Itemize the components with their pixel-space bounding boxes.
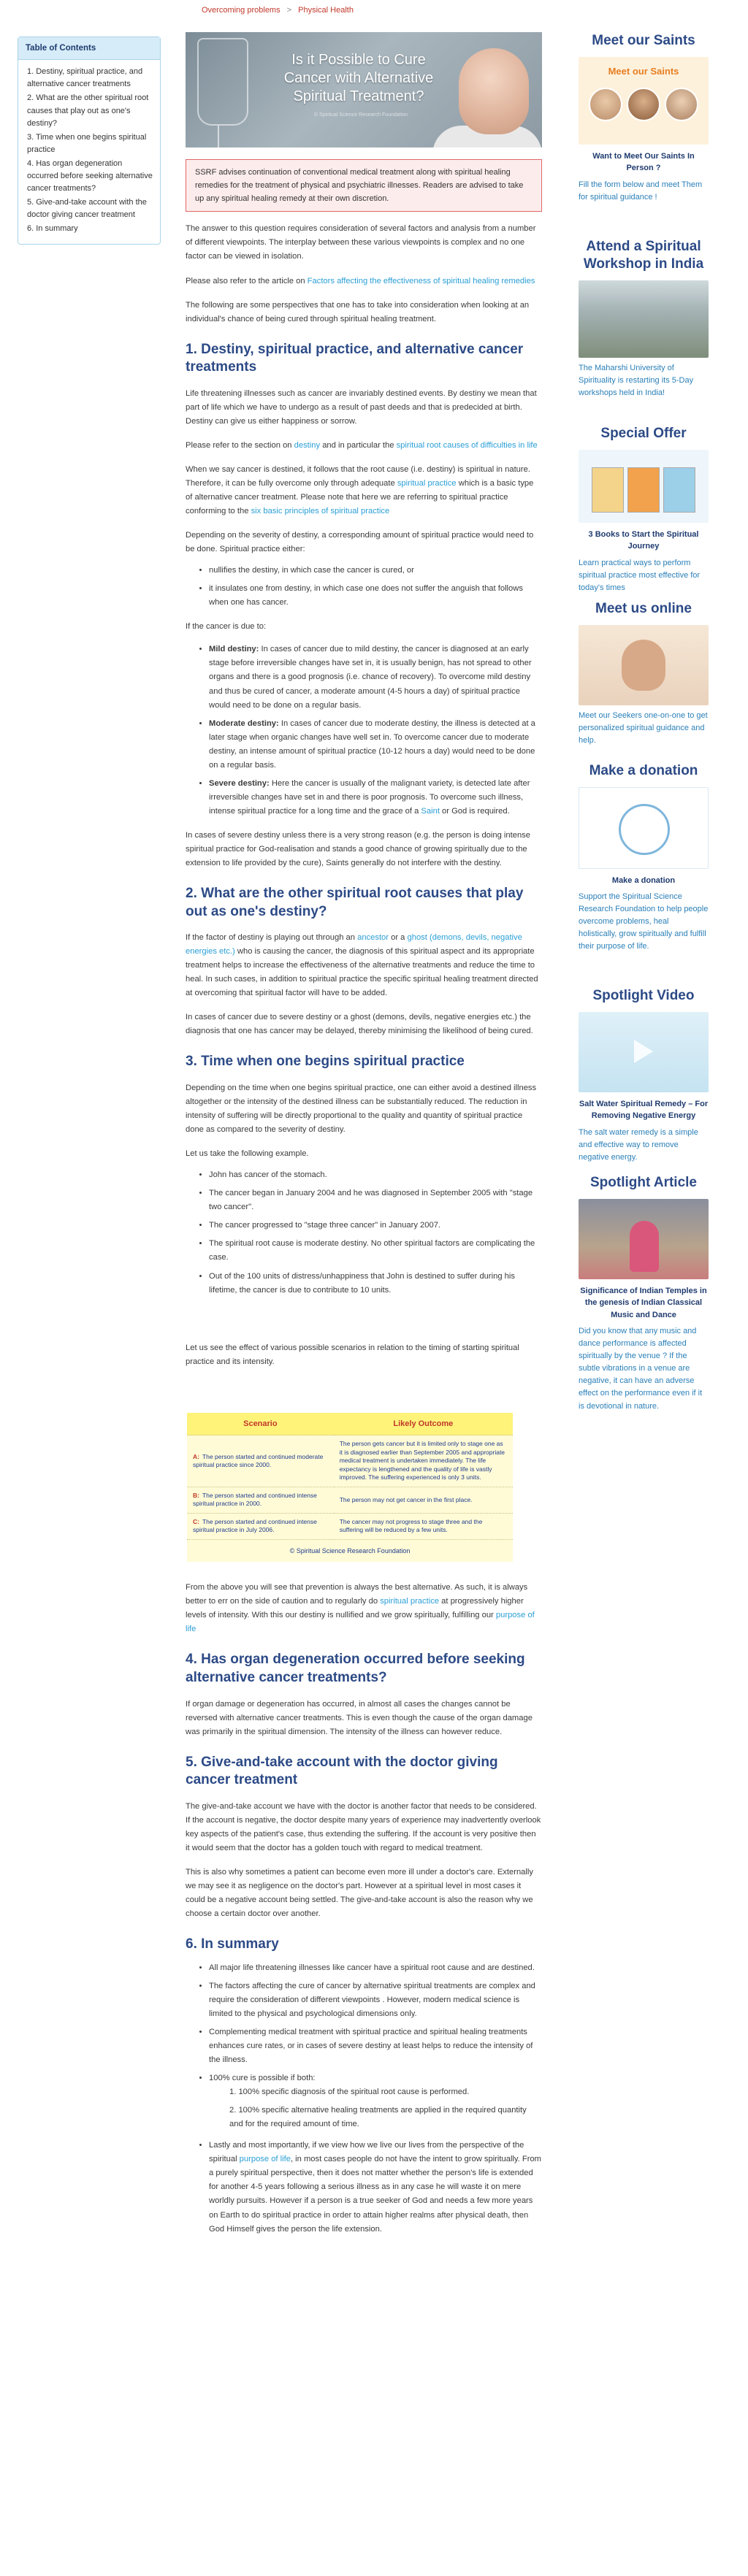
- table-header-row: [187, 1413, 513, 1435]
- list-item: • The factors affecting the cure of cancer by alternative spiritual treatments are complex and require the consideration of different viewpoints . However, modern medical science is limited to the physical and psychological dimensions only.: [209, 1979, 542, 2021]
- intro-paragraph-1: The answer to this question requires consideration of several factors and analysis from a number of different viewpoints. The interplay between these various viewpoints is complex and no one factor can be viewed in isolation.: [186, 224, 536, 261]
- s1-p3-mid: which is a basic type of alternative cancer treatment. Please note that here we are referring to spiritual practice conforming to the: [186, 479, 534, 516]
- iv-drip-shape: [197, 38, 248, 126]
- sidebar-workshop: [579, 238, 709, 399]
- list-item: • Out of the 100 units of distress/unhappiness that John is destined to suffer during his lifetime, the cancer is due to contribute to 10 units.: [209, 1270, 542, 1297]
- list-item: • The cancer began in January 2004 and he was diagnosed in September 2005 with "stage two cancer".: [209, 1187, 542, 1214]
- list-item: • Complementing medical treatment with spiritual practice and spiritual healing treatments enhances cure rates, or in cases of severe destiny at least helps to reduce the intensity of the illness.: [209, 2025, 542, 2067]
- donation-heading[interactable]: Make a donation: [589, 763, 698, 778]
- intro-p2-text: Please also refer to the article on: [186, 276, 308, 285]
- scenario-table-figure: [187, 1413, 513, 1562]
- toc-item-1[interactable]: 1. Destiny, spiritual practice, and alternative cancer treatments: [27, 67, 143, 89]
- hero-watermark: © Spiritual Science Research Foundation: [313, 112, 408, 118]
- ancestor-link[interactable]: ancestor: [357, 933, 389, 943]
- sidebar-article: [579, 1174, 709, 1413]
- scenario-label: C:: [193, 1517, 199, 1525]
- iv-line-shape: [218, 126, 219, 147]
- list-item: [209, 2139, 542, 2236]
- outcome-cell: The person gets cancer but it is limited only to stage one as it is diagnosed earlier than September 2005 and appropriate medical treatment is undertaken immediately. The life expectancy is lengthened and the quality of life is vastly improved. The suffering experienced is only 3 units.: [334, 1435, 513, 1487]
- summary-list: [186, 1961, 542, 2236]
- table-row: [187, 1435, 513, 1487]
- list-item: [209, 2071, 542, 2131]
- moderate-label: Moderate destiny:: [209, 718, 279, 728]
- john-example-list: [186, 1168, 542, 1297]
- s1-paragraph-2: [186, 439, 542, 453]
- donation-image[interactable]: [579, 787, 709, 869]
- intro-paragraph-2: [186, 275, 542, 288]
- list-item: 1. 100% specific diagnosis of the spiritual root cause is performed.: [229, 2088, 470, 2097]
- s1-paragraph-1: Life threatening illnesses such as cancer are invariably destined events. By destiny we mean that part of life which we have to undergo as a result of past deeds and that is predecided at birth. Destiny can give us either happiness or sorrow.: [186, 388, 537, 426]
- purpose-of-life-link[interactable]: purpose of life: [186, 1611, 535, 1634]
- spiritual-practice-link-2[interactable]: spiritual practice: [380, 1597, 440, 1606]
- s1-paragraph-4: Depending on the severity of destiny, a corresponding amount of spiritual practice would need to be done. Spiritual practice either:: [186, 531, 534, 554]
- section-2-heading: 2. What are the other spiritual root causes that play out as one's destiny?: [186, 885, 524, 919]
- s4-paragraph-1: If organ damage or degeneration has occurred, in almost all cases the changes cannot be reversed with alternative cancer treatments. This is even though the cause of the organ damage was primarily in the spiritual dimension. The intensity of the illness can however reduce.: [186, 1699, 533, 1736]
- sidebar-saints: [579, 32, 709, 204]
- saint-link[interactable]: Saint: [421, 806, 440, 816]
- offer-caption[interactable]: 3 Books to Start the Spiritual Journey: [588, 529, 699, 551]
- book-cover-icon: [663, 467, 695, 513]
- s2-p1-end: who is causing the cancer, the diagnosis of this spiritual aspect and its appropriate treatment helps to increase the effectiveness of the alternative treatments and reduce the time to heal. In such cases, in addition to spiritual practice the specific spiritual healing treatment directed at overcoming that spiritual factor will have to be added.: [186, 947, 538, 998]
- hero-title: Is it Possible to Cure Cancer with Alternative Spiritual Treatment?: [283, 52, 434, 104]
- table-row: [187, 1487, 513, 1513]
- toc-title: Table of Contents: [18, 37, 160, 60]
- books-image[interactable]: [579, 450, 709, 523]
- moderate-destiny-item: [209, 717, 542, 773]
- destiny-link[interactable]: destiny: [294, 441, 321, 451]
- saint-portrait-icon: [627, 88, 660, 121]
- after-table-mid: at progressively higher levels of intensity. With this our destiny is nullified and we grow spiritually, fulfilling our: [186, 1597, 524, 1620]
- scenario-text: The person started and continued intense spiritual practice in 2000.: [193, 1491, 317, 1508]
- severe-text-end: or God is required.: [439, 806, 510, 816]
- section-6-heading: 6. In summary: [186, 1936, 279, 1952]
- scenario-cell: [187, 1487, 334, 1513]
- scenario-cell: [187, 1513, 334, 1538]
- after-table-text: From the above you will see that prevention is always the best alternative. As such, it is always better to err on the side of caution and to regularly do: [186, 1583, 528, 1606]
- scenario-text: The person started and continued moderate spiritual practice since 2000.: [193, 1452, 324, 1469]
- mild-destiny-item: [209, 643, 542, 712]
- section-3-heading: 3. Time when one begins spiritual practice: [186, 1054, 465, 1070]
- toc-item-2[interactable]: 2. What are the other spiritual root causes that play out as one's destiny?: [27, 93, 149, 128]
- article-main: [186, 32, 542, 2241]
- hero-image: [186, 32, 542, 147]
- book-cover-icon: [627, 467, 660, 513]
- s5-paragraph-2: This is also why sometimes a patient can become even more ill under a doctor's care. Externally we may see it as negligence on the doctor's part. However at a spiritual level in most cases it could be a negative account being settled. The give-and-take account is also the reason why we choose a certain doctor over another.: [186, 1868, 533, 1919]
- video-description: The salt water remedy is a simple and effective way to remove negative energy.: [579, 1127, 698, 1162]
- scenario-label: B:: [193, 1491, 199, 1499]
- sidebar-donation: [579, 762, 709, 953]
- offer-description: Learn practical ways to perform spiritual practice most effective for today's times: [579, 558, 701, 592]
- table-header-outcome: Likely Outcome: [334, 1413, 513, 1435]
- s2-p1-mid: or a: [389, 933, 408, 943]
- mild-text: In cases of cancer due to mild destiny, the cancer is diagnosed at an early stage before irreversible changes have set in, it is usually benign, has not spread to other organs and there is a good prognosis (i.e. chance of recovery). To overcome mild destiny and thus be cured of cancer, a moderate amount (4-5 hours a day) of spiritual practice would need to be done on a regular basis.: [209, 645, 532, 710]
- breadcrumb-current-link[interactable]: Physical Health: [298, 6, 354, 15]
- scenario-text: The person started and continued intense spiritual practice in July 2006.: [193, 1517, 317, 1534]
- section-5-heading: 5. Give-and-take account with the doctor giving cancer treatment: [186, 1754, 498, 1788]
- toc-item-5[interactable]: 5. Give-and-take account with the doctor giving cancer treatment: [27, 197, 147, 219]
- medical-disclaimer: SSRF advises continuation of conventional medical treatment along with spiritual healing remedies for the treatment of physical and psychiatric illnesses. Readers are advised to take up any spiritual healing remedy at their own discretion.: [186, 159, 542, 212]
- s3-paragraph-3: Let us see the effect of various possible scenarios in relation to the timing of starting spiritual practice and its intensity.: [186, 1343, 519, 1366]
- article-image[interactable]: [579, 1199, 709, 1279]
- s1-paragraph-3: [186, 463, 542, 518]
- list-item: • The spiritual root cause is moderate destiny. No other spiritual factors are complicating the case.: [209, 1237, 542, 1265]
- sidebar-video: [579, 987, 709, 1164]
- saint-portrait-icon: [589, 88, 622, 121]
- scenario-table: [187, 1413, 513, 1539]
- factors-link[interactable]: Factors affecting the effectiveness of spiritual healing remedies: [307, 276, 535, 285]
- sidebar-online: [579, 600, 709, 747]
- online-description: Meet our Seekers one-on-one to get personalized spiritual guidance and help.: [579, 710, 708, 745]
- s1-paragraph-5: If the cancer is due to:: [186, 622, 267, 632]
- last-item-end: , in most cases people do not have the intent to grow spiritually. From a purely spiritual perspective, then it does not matter whether the person's life is extended for another 4-5 years following a serious illness as in any case he will waste it on mere worldly pursuits. However if a person is a true seeker of God and needs a few more years on Earth to do spiritual practice in order to attain higher realms after physical death, then God Himself gives the person the life extension.: [209, 2155, 542, 2234]
- intro-paragraph-3: The following are some perspectives that one has to take into consideration when looking at an individual's chance of being cured through spiritual healing treatment.: [186, 300, 530, 323]
- cure-condition-text: 100% cure is possible if both:: [209, 2074, 316, 2083]
- online-heading[interactable]: Meet us online: [595, 601, 692, 616]
- after-table-paragraph: [186, 1581, 542, 1636]
- s5-paragraph-1: The give-and-take account we have with the doctor is another factor that needs to be considered. If the account is negative, the doctor despite many years of experience may inadvertently overlook key aspects of the patient's case, thus extending the suffering. If the account is very positive then it would seem that the doctor has a golden touch with regard to medical treatment.: [186, 1802, 541, 1853]
- list-item: 2. 100% specific alternative healing treatments are applied in the required quantity and for the required amount of time.: [229, 2106, 527, 2129]
- video-heading[interactable]: Spotlight Video: [592, 988, 695, 1003]
- severe-destiny-item: [209, 777, 542, 819]
- saints-caption[interactable]: Want to Meet Our Saints In Person ?: [592, 151, 695, 173]
- six-principles-link[interactable]: six basic principles of spiritual practice: [251, 507, 390, 516]
- headphones-person-icon: [622, 640, 665, 691]
- toc-item-3[interactable]: 3. Time when one begins spiritual practice: [27, 132, 147, 154]
- last-item-text: Lastly and most importantly, if we view how we live our lives from the perspective of the spiritual: [209, 2141, 524, 2164]
- sidebar-offer: [579, 425, 709, 594]
- outcome-cell: The person may not get cancer in the first place.: [334, 1487, 513, 1513]
- dancer-icon: [630, 1221, 659, 1272]
- breadcrumb-parent-link[interactable]: Overcoming problems: [202, 6, 280, 15]
- scenario-label: A:: [193, 1452, 199, 1460]
- play-icon: [634, 1040, 653, 1063]
- s2-paragraph-1: [186, 931, 542, 1000]
- root-causes-link[interactable]: spiritual root causes of difficulties in life: [396, 441, 538, 451]
- toc-item-4[interactable]: 4. Has organ degeneration occurred before seeking alternative cancer treatments?: [27, 158, 153, 193]
- table-row: [187, 1513, 513, 1538]
- s1-p3-text: When we say cancer is destined, it follows that the root cause (i.e. destiny) is spiritual in nature. Therefore, it can be fully overcome only through adequate: [186, 465, 530, 488]
- s3-paragraph-1: Depending on the time when one begins spiritual practice, one can either avoid a destined illness altogether or the intensity of the destined illness can be substantially reduced. The reduction in intensity of suffering will be directly proportional to the quality and quantity of spiritual practice done as compared to the severity of destiny.: [186, 1084, 537, 1135]
- article-caption[interactable]: Significance of Indian Temples in the genesis of Indian Classical Music and Dance: [580, 1286, 707, 1319]
- workshop-description: The Maharshi University of Spirituality is restarting its 5-Day workshops held in India!: [579, 363, 694, 397]
- outcome-cell: The cancer may not progress to stage three and the suffering will be reduced by a few units.: [334, 1513, 513, 1538]
- saints-image[interactable]: [579, 57, 709, 145]
- list-item: • The cancer progressed to "stage three cancer" in January 2007.: [209, 1219, 542, 1233]
- cure-condition-sublist: [209, 2085, 542, 2131]
- video-caption[interactable]: Salt Water Spiritual Remedy – For Removing Negative Energy: [579, 1099, 709, 1121]
- workshop-image[interactable]: [579, 280, 709, 358]
- section-4-heading: 4. Has organ degeneration occurred before seeking alternative cancer treatments?: [186, 1652, 525, 1685]
- purpose-of-life-link-2[interactable]: purpose of life: [239, 2155, 291, 2164]
- toc-item-6[interactable]: 6. In summary: [27, 223, 78, 233]
- video-thumbnail[interactable]: [579, 1012, 709, 1092]
- table-header-scenario: Scenario: [187, 1413, 334, 1435]
- article-description: Did you know that any music and dance performance is affected spiritually by the venue ? If the subtle vibrations in a venue are negative, it can have an adverse effect on the performance even if it is devotional in nature.: [579, 1327, 703, 1411]
- table-of-contents: [18, 37, 161, 245]
- online-image[interactable]: [579, 625, 709, 705]
- s1-p2-mid: and in particular the: [320, 441, 397, 451]
- s3-paragraph-2: Let us take the following example.: [186, 1149, 309, 1159]
- spiritual-practice-link[interactable]: spiritual practice: [397, 479, 457, 488]
- saints-heading[interactable]: Meet our Saints: [592, 33, 695, 48]
- list-item: • John has cancer of the stomach.: [209, 1168, 542, 1182]
- destiny-severity-list: [186, 643, 542, 818]
- s2-paragraph-2: In cases of cancer due to severe destiny or a ghost (demons, devils, negative energies etc.) the diagnosis that one has cancer may be delayed, thereby minimising the likelihood of being cured.: [186, 1013, 533, 1036]
- article-heading[interactable]: Spotlight Article: [589, 1175, 698, 1190]
- saint-portrait-icon: [665, 88, 698, 121]
- s1-paragraph-6: In cases of severe destiny unless there is a very strong reason (e.g. the person is doing intense spiritual practice for God-realisation and stands a good chance of growing spiritually due to the extension to life provided by the cure), Saints generally do not interfere with the destiny.: [186, 830, 530, 867]
- patient-head-shape: [459, 48, 529, 134]
- offer-heading[interactable]: Special Offer: [600, 426, 687, 441]
- saints-image-label: Meet our Saints: [608, 65, 679, 77]
- severe-text: Here the cancer is usually of the malignant variety, is detected late after irreversible changes have set in and there is poor prognosis. To overcome such illness, intense spiritual practice for a long time and the grace of a: [209, 778, 530, 816]
- breadcrumb: [0, 4, 555, 18]
- moderate-text: In cases of cancer due to moderate destiny, the illness is detected at a later stage when organic changes have well set in. To overcome cancer due to moderate destiny, an intense amount of spiritual practice (10-12 hours a day) would need to be done on a regular basis.: [209, 718, 535, 770]
- hands-icon: [619, 804, 670, 855]
- donation-caption[interactable]: Make a donation: [611, 875, 676, 885]
- list-item: • it insulates one from destiny, in which case one does not suffer the anguish that follows when one has cancer.: [209, 582, 542, 610]
- section-1-heading: 1. Destiny, spiritual practice, and alternative cancer treatments: [186, 341, 524, 375]
- severe-label: Severe destiny:: [209, 778, 270, 788]
- ghost-link[interactable]: ghost (demons, devils, negative energies etc.): [186, 933, 522, 957]
- toc-list: [18, 60, 160, 244]
- s1-p2-text: Please refer to the section on: [186, 441, 294, 451]
- scenario-cell: [187, 1435, 334, 1487]
- saints-description: Fill the form below and meet Them for spiritual guidance !: [579, 180, 703, 202]
- list-item: • nullifies the destiny, in which case the cancer is cured, or: [209, 564, 542, 578]
- mild-label: Mild destiny:: [209, 645, 259, 654]
- s1-list-1: [186, 564, 542, 610]
- table-copyright: © Spiritual Science Research Foundation: [187, 1539, 513, 1562]
- book-cover-icon: [592, 467, 624, 513]
- s2-p1-text: If the factor of destiny is playing out through an: [186, 933, 358, 943]
- donation-description: Support the Spiritual Science Research Foundation to help people overcome problems, heal holistically, grow spiritually and fulfill their purpose of life.: [579, 892, 709, 951]
- workshop-heading[interactable]: Attend a Spiritual Workshop in India: [583, 239, 704, 272]
- breadcrumb-separator: >: [286, 6, 292, 15]
- list-item: • All major life threatening illnesses like cancer have a spiritual root cause and are destined.: [209, 1961, 542, 1975]
